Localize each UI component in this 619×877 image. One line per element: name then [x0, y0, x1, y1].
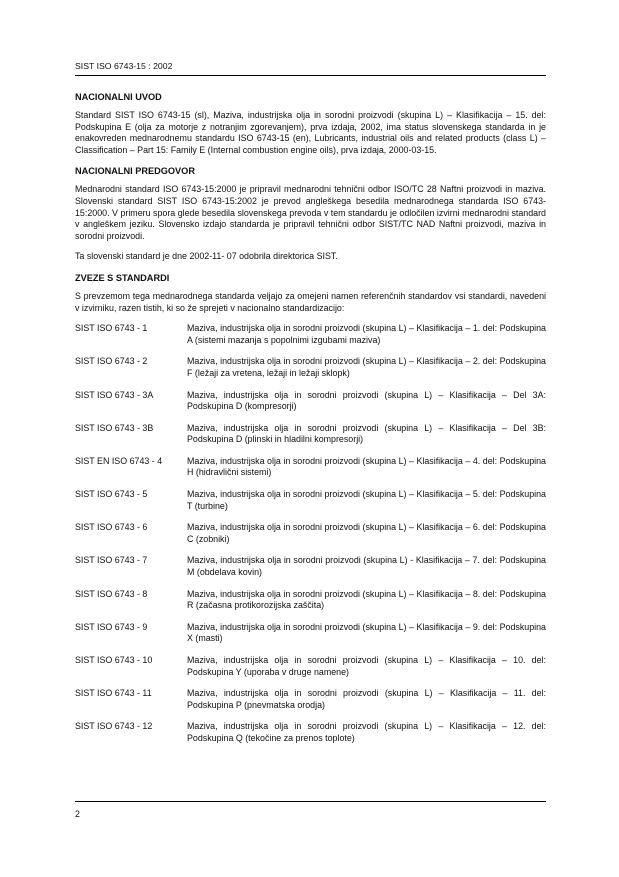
standard-code: SIST ISO 6743 - 8 — [75, 588, 148, 599]
standard-row — [75, 423, 546, 446]
standard-description: Maziva, industrijska olja in sorodni proizvodi (skupina L) – Klasifikacija – 10. del: Podskupina Y (uporaba v druge namene) — [187, 655, 546, 677]
heading-nacionalni-uvod: NACIONALNI UVOD — [75, 92, 162, 102]
standard-row — [75, 489, 546, 512]
standard-row — [75, 323, 546, 346]
standard-code: SIST ISO 6743 - 2 — [75, 356, 148, 367]
standard-row — [75, 555, 546, 578]
standard-row — [75, 522, 546, 545]
standard-description: Maziva, industrijska olja in sorodni proizvodi (skupina L) – Klasifikacija – 11. del: Podskupina P (pnevmatska orodja) — [187, 688, 546, 710]
paragraph-odobritev: Ta slovenski standard je dne 2002-11- 07 odobrila direktorica SIST. — [75, 251, 338, 262]
standard-description: Maziva, industrijska olja in sorodni proizvodi (skupina L) – Klasifikacija – 5. del: Podskupina T (turbine) — [187, 489, 546, 511]
standard-code: SIST ISO 6743 - 6 — [75, 522, 148, 533]
standard-row — [75, 622, 546, 645]
standard-code: SIST ISO 6743 - 12 — [75, 721, 153, 732]
standards-list — [75, 323, 546, 744]
page-number: 2 — [75, 809, 80, 819]
header-rule — [75, 75, 546, 76]
paragraph-predgovor: Mednarodni standard ISO 6743-15:2000 je pripravil mednarodni tehnični odbor ISO/TC 28 Naftni proizvodi in maziva. Slovenski standard SIST ISO 6743-15:2002 je prevod angleškega besedila mednarodnega standarda ISO 6743-15:2000. V primeru spora glede besedila slovenskega prevoda v tem standardu je odločilen izvirni mednarodni standard v angleškem jeziku. Slovensko izdajo standarda je pripravil tehnični odbor SIST/TC NAD Naftni proizvodi, maziva in sorodni proizvodi. — [75, 184, 546, 241]
standard-code: SIST ISO 6743 - 9 — [75, 621, 148, 632]
standard-code: SIST ISO 6743 - 7 — [75, 555, 148, 566]
paragraph-zveze-intro: S prevzemom tega mednarodnega standarda veljajo za omejeni namen referenčnih standardov vsi standardi, navedeni v izvirniku, razen tistih, ki so že sprejeti v nacionalno standardizacijo: — [75, 290, 546, 313]
standard-code: SIST ISO 6743 - 11 — [75, 688, 152, 699]
standard-row — [75, 589, 546, 612]
footer-rule — [75, 801, 546, 802]
standard-row — [75, 390, 546, 413]
page-content — [75, 91, 546, 755]
paragraph-uvod: Standard SIST ISO 6743-15 (sl), Maziva, industrijska olja in sorodni proizvodi (skupina L) – Klasifikacija – 15. del: Podskupina E (olja za motorje z notranjim zgorevanjem), prva izdaja, 2002, ima status slovenskega standarda in je enakovreden mednarodnemu standardu ISO 6743-15 (en), Lubricants, industrial oils and related products (class L) – Classification – Part 15: Family E (Internal combustion engine oils), prva izdaja, 2000-03-15. — [75, 110, 546, 155]
standard-row — [75, 356, 546, 379]
standard-description: Maziva, industrijska olja in sorodni proizvodi (skupina L) – Klasifikacija – Del 3A: Podskupina D (kompresorji) — [187, 389, 546, 412]
standard-code: SIST ISO 6743 - 1 — [75, 323, 148, 334]
standard-description: Maziva, industrijska olja in sorodni proizvodi (skupina L) - Klasifikacija – 7. del: Podskupina M (obdelava kovin) — [187, 555, 546, 578]
standard-description: Maziva, industrijska olja in sorodni proizvodi (skupina L) – Klasifikacija – 8. del: Podskupina R (začasna protikorozijska zaščita) — [187, 588, 546, 611]
standard-code: SIST EN ISO 6743 - 4 — [75, 455, 163, 466]
heading-zveze-s-standardi: ZVEZE S STANDARDI — [75, 272, 170, 283]
standard-description: Maziva, industrijska olja in sorodni proizvodi (skupina L) – Klasifikacija – 9. del: Podskupina X (masti) — [187, 621, 546, 644]
standard-description: Maziva, industrijska olja in sorodni proizvodi (skupina L) – Klasifikacija – 4. del: Podskupina H (hidravlični sistemi) — [187, 455, 546, 478]
standard-code: SIST ISO 6743 - 3A — [75, 389, 154, 400]
standard-row — [75, 721, 546, 744]
standard-code: SIST ISO 6743 - 3B — [75, 422, 154, 433]
standard-description: Maziva, industrijska olja in sorodni proizvodi (skupina L) – Klasifikacija – 12. del: Podskupina Q (tekočine za prenos toplote) — [187, 721, 546, 743]
heading-nacionalni-predgovor: NACIONALNI PREDGOVOR — [75, 166, 195, 177]
standard-code: SIST ISO 6743 - 5 — [75, 489, 148, 500]
standard-row — [75, 688, 546, 711]
standard-description: Maziva, industrijska olja in sorodni proizvodi (skupina L) – Klasifikacija – 2. del: Podskupina F (ležaji za vretena, ležaji in ležaji sklopk) — [187, 356, 546, 378]
standard-description: Maziva, industrijska olja in sorodni proizvodi (skupina L) – Klasifikacija – Del 3B: Podskupina D (plinski in hladilni kompresorji) — [187, 422, 546, 445]
standard-description: Maziva, industrijska olja in sorodni proizvodi (skupina L) – Klasifikacija – 6. del: Podskupina C (zobniki) — [187, 522, 546, 544]
running-header: SIST ISO 6743-15 : 2002 — [75, 61, 173, 71]
standard-row — [75, 456, 546, 479]
standard-row — [75, 655, 546, 678]
standard-code: SIST ISO 6743 - 10 — [75, 655, 153, 665]
standard-description: Maziva, industrijska olja in sorodni proizvodi (skupina L) – Klasifikacija – 1. del: Podskupina A (sistemi mazanja s popolnimi izgubami maziva) — [187, 323, 546, 345]
